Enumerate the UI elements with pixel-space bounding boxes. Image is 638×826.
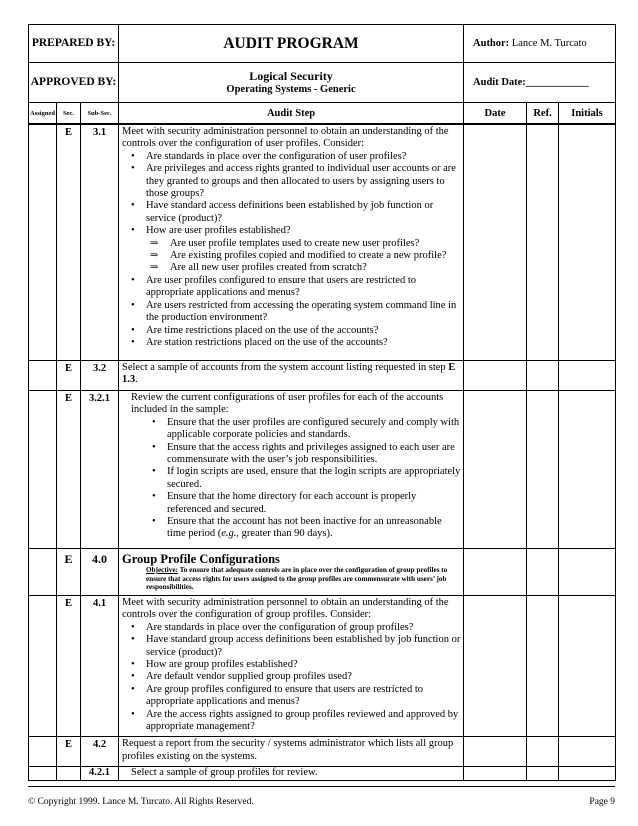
initials-cell[interactable]	[559, 361, 616, 391]
copyright-text: © Copyright 1999. Lance M. Turcato. All Rights Reserved.	[28, 797, 254, 807]
list-item: • How are user profiles established?	[122, 225, 461, 237]
step-reference: E 1.3	[122, 362, 456, 386]
sec-cell	[57, 767, 81, 780]
step-cell: Select a sample of accounts from the system account listing requested in step E 1.3.	[119, 361, 464, 391]
page-title: AUDIT PROGRAM	[119, 25, 464, 63]
col-date: Date	[464, 103, 527, 124]
table-row	[29, 361, 616, 391]
list-item: • Ensure that the access rights and privileges assigned to each user are commensurate with the user’s job responsibilities.	[131, 442, 461, 467]
assigned-cell	[29, 737, 57, 767]
subtitle-cell	[119, 63, 464, 103]
step-cell: Select a sample of group profiles for review.	[119, 767, 464, 780]
bullet-list	[122, 622, 461, 734]
assigned-cell	[29, 391, 57, 549]
date-cell[interactable]	[464, 125, 527, 361]
sec-cell: E	[57, 549, 81, 596]
date-cell[interactable]	[464, 361, 527, 391]
list-item: • Are users restricted from accessing the operating system command line in the production environment?	[122, 300, 461, 325]
date-cell[interactable]	[464, 391, 527, 549]
list-item: • Are default vendor supplied group profiles used?	[122, 671, 461, 683]
list-item: • Ensure that the home directory for each account is properly referenced and secured.	[131, 491, 461, 516]
step-intro: Meet with security administration personnel to obtain an understanding of the controls over the configuration of group profiles. Consider:	[122, 597, 449, 621]
audit-date-field: Audit Date:____________	[464, 63, 616, 103]
subsec-cell: 4.0	[81, 549, 119, 596]
list-item: • Are the access rights assigned to group profiles reviewed and approved by appropriate management?	[122, 709, 461, 734]
ref-cell[interactable]	[527, 549, 559, 596]
ref-cell[interactable]	[527, 361, 559, 391]
subsec-cell: 3.2	[81, 361, 119, 391]
author-label: Author:	[473, 38, 510, 49]
approved-by-label: APPROVED BY:	[29, 63, 119, 103]
initials-cell[interactable]	[559, 549, 616, 596]
list-item: • Are user profiles configured to ensure that users are restricted to appropriate applications and menus?	[122, 275, 461, 300]
section-heading: Group Profile Configurations	[122, 552, 280, 566]
list-item: • How are group profiles established?	[122, 659, 461, 671]
col-ref: Ref.	[527, 103, 559, 124]
step-cell: Request a report from the security / systems administrator which lists all group profiles existing on the systems.	[119, 737, 464, 767]
prepared-by-label: PREPARED BY:	[29, 25, 119, 63]
col-assigned: Assigned	[29, 103, 57, 124]
subsec-cell: 4.2.1	[81, 767, 119, 780]
subsec-cell: 3.1	[81, 125, 119, 361]
sec-cell: E	[57, 361, 81, 391]
assigned-cell	[29, 125, 57, 361]
sec-cell: E	[57, 596, 81, 737]
list-item: • Are time restrictions placed on the use of the accounts?	[122, 325, 461, 337]
initials-cell[interactable]	[559, 737, 616, 767]
step-cell	[119, 391, 464, 549]
initials-cell[interactable]	[559, 596, 616, 737]
step-intro: Review the current configurations of user profiles for each of the accounts included in the sample:	[131, 392, 444, 416]
arrow-list-item: ⇒ Are existing profiles copied and modified to create a new profile?	[122, 250, 461, 262]
table-row	[29, 596, 616, 737]
table-row	[29, 767, 616, 780]
ref-cell[interactable]	[527, 767, 559, 780]
initials-cell[interactable]	[559, 391, 616, 549]
table-row	[29, 125, 616, 361]
step-intro: Meet with security administration personnel to obtain an understanding of the controls over the configuration of user profiles. Consider:	[122, 126, 449, 150]
date-cell[interactable]	[464, 767, 527, 780]
ref-cell[interactable]	[527, 596, 559, 737]
subsec-cell: 4.1	[81, 596, 119, 737]
step-cell	[119, 125, 464, 361]
ref-cell[interactable]	[527, 391, 559, 549]
col-audit-step: Audit Step	[119, 103, 464, 124]
table-row	[29, 549, 616, 596]
assigned-cell	[29, 596, 57, 737]
author-name: Lance M. Turcato	[511, 38, 587, 49]
initials-cell[interactable]	[559, 767, 616, 780]
date-cell[interactable]	[464, 737, 527, 767]
assigned-cell	[29, 361, 57, 391]
table-row	[29, 737, 616, 767]
subsec-cell: 4.2	[81, 737, 119, 767]
sec-cell: E	[57, 391, 81, 549]
section-objective: Objective: To ensure that adequate controls are in place over the configuration of group profiles to ensure that access rights for users assigned to the group profiles are commensurate with users’ job responsibilities.	[146, 566, 448, 592]
list-item: • Are station restrictions placed on the use of the accounts?	[122, 337, 461, 349]
table-row	[29, 391, 616, 549]
bullet-list	[131, 417, 461, 541]
audit-steps-table	[28, 124, 616, 781]
date-cell[interactable]	[464, 596, 527, 737]
list-item: • Ensure that the account has not been inactive for an unreasonable time period (e.g., greater than 90 days).	[131, 516, 461, 541]
list-item: • Are standards in place over the configuration of group profiles?	[122, 622, 461, 634]
ref-cell[interactable]	[527, 737, 559, 767]
list-item: • Are privileges and access rights granted to individual user accounts or are they granted to groups and then allocated to users by assigning users to those groups?	[122, 163, 461, 200]
page-footer	[28, 786, 615, 807]
subtitle-secondary: Operating Systems - Generic	[226, 84, 356, 95]
assigned-cell	[29, 767, 57, 780]
sec-cell: E	[57, 737, 81, 767]
step-cell	[119, 596, 464, 737]
list-item: • Ensure that the user profiles are configured securely and comply with applicable corporate policies and standards.	[131, 417, 461, 442]
author-cell	[464, 25, 616, 63]
col-subsec: Sub-Sec.	[81, 103, 119, 124]
list-item: • Have standard group access definitions been established by job function or service (product)?	[122, 634, 461, 659]
subsec-cell: 3.2.1	[81, 391, 119, 549]
col-initials: Initials	[559, 103, 616, 124]
list-item: • Are standards in place over the configuration of user profiles?	[122, 151, 461, 163]
arrow-list-item: ⇒ Are all new user profiles created from scratch?	[122, 262, 461, 274]
assigned-cell	[29, 549, 57, 596]
list-item: • Are group profiles configured to ensure that users are restricted to appropriate applications and menus?	[122, 684, 461, 709]
col-sec: Sec.	[57, 103, 81, 124]
date-cell[interactable]	[464, 549, 527, 596]
ref-cell[interactable]	[527, 125, 559, 361]
bullet-list	[122, 151, 461, 350]
step-cell	[119, 549, 464, 596]
sec-cell: E	[57, 125, 81, 361]
list-item: • Have standard access definitions been established by job function or service (product)?	[122, 200, 461, 225]
page-number: Page 9	[589, 797, 615, 807]
list-item: • If login scripts are used, ensure that the login scripts are appropriately secured.	[131, 466, 461, 491]
subtitle: Logical Security	[249, 69, 333, 83]
arrow-list-item: ⇒ Are user profile templates used to create new user profiles?	[122, 238, 461, 250]
header-table	[28, 24, 616, 124]
initials-cell[interactable]	[559, 125, 616, 361]
